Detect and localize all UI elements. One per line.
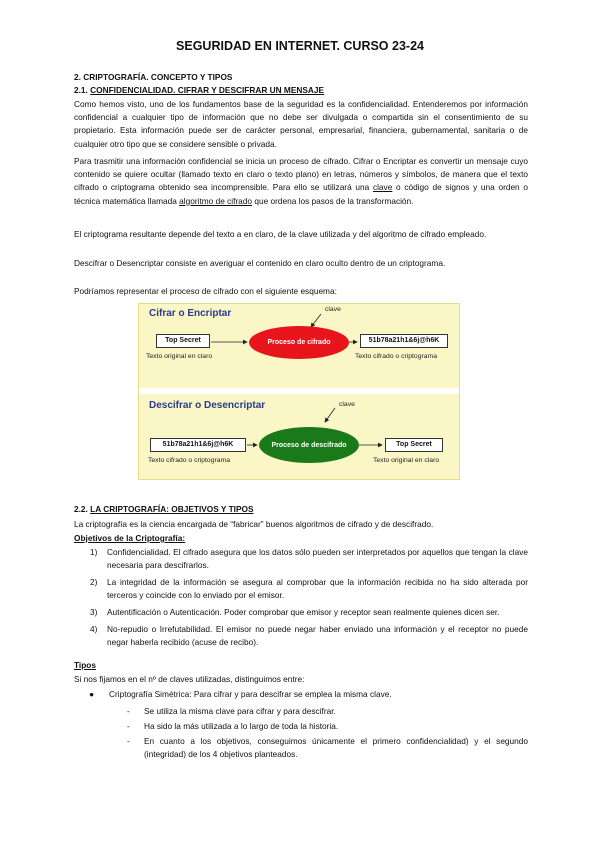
tipos-heading: Tipos: [74, 660, 96, 670]
objetivos-list: [74, 546, 528, 653]
clave-label-top: clave: [325, 306, 341, 313]
section-2-2-heading: [74, 503, 528, 516]
paragraph-criptograma: El criptograma resultante depende del texto a en claro, de la clave utilizada y del algoritmo de cifrado empleado.: [74, 229, 487, 239]
proceso-descifrado-label: Proceso de descifrado: [271, 441, 347, 449]
objetivo-item: [74, 546, 528, 572]
texto-cifrado-caption: Texto cifrado o criptograma: [355, 353, 437, 360]
paragraph-descifrar: Descifrar o Desencriptar consiste en averiguar el contenido en claro oculto dentro de un criptograma.: [74, 258, 446, 268]
bullet-dot-icon: ●: [89, 689, 95, 699]
objetivo-item: [74, 623, 528, 649]
arrow-clave-cifrado: [311, 314, 321, 327]
paragraph-cifrado: [74, 155, 528, 208]
section-2-2-number: 2.2.: [74, 504, 88, 514]
sub-item: [74, 735, 528, 761]
cipher-text-box: 51b78a21h1&6j@h6K: [360, 334, 448, 348]
section-2-2-title: LA CRIPTOGRAFÍA: OBJETIVOS Y TIPOS: [90, 504, 254, 514]
sub-item: [74, 720, 528, 733]
cipher-text-box-2: 51b78a21h1&6j@h6K: [150, 438, 246, 452]
clave-label-bottom: clave: [339, 401, 355, 408]
p2-clave: clave: [372, 182, 393, 193]
descifrar-title: Descifrar o Desencriptar: [149, 400, 266, 411]
proceso-cifrado-label: Proceso de cifrado: [267, 339, 331, 346]
proceso-cifrado-ellipse: [249, 326, 349, 359]
objetivo-num: 4): [90, 624, 98, 634]
cipher-diagram: [138, 303, 460, 480]
p2-text-b: o código de signos y una orden o técnica matemática llamada: [74, 182, 528, 206]
texto-original-caption-2: Texto original en claro: [373, 457, 440, 464]
objetivo-item: [74, 606, 528, 619]
objetivo-item: [74, 576, 528, 602]
objetivo-text: La integridad de la información se asegura al comprobar que la información recibida no ha sido alterada por terceros y coincide con lo enviado por el emisor.: [107, 577, 528, 600]
texto-cifrado-caption-2: Texto cifrado o criptograma: [148, 457, 230, 464]
section-2-1-heading: [74, 84, 528, 97]
objetivo-num: 1): [90, 547, 98, 557]
bullet-simetrica: [74, 688, 528, 701]
dash-icon: -: [127, 721, 130, 731]
sub-item: [74, 705, 528, 718]
paragraph-criptografia-def: La criptografía es la ciencia encargada de “fabricar” buenos algoritmos de cifrado y de descifrado.: [74, 519, 434, 529]
objetivo-text: Autentificación o Autenticación. Poder comprobar que emisor y receptor sean realmente quienes dicen ser.: [107, 607, 500, 617]
p2-text-c: que ordena los pasos de la transformación.: [254, 195, 414, 206]
dash-icon: -: [127, 736, 130, 746]
top-secret-box-2: Top Secret: [385, 438, 443, 452]
objetivo-text: No-repudio o Irrefutabilidad. El emisor no puede negar haber enviado una información y el receptor no puede negar haberla recibido (acuse de recibo).: [107, 624, 528, 647]
bullet-simetrica-text: Criptografía Simétrica: Para cifrar y para descifrar se emplea la misma clave.: [109, 689, 392, 699]
texto-original-caption: Texto original en claro: [146, 353, 213, 360]
paragraph-esquema-intro: Podríamos representar el proceso de cifrado con el siguiente esquema:: [74, 286, 337, 296]
objetivo-num: 3): [90, 607, 98, 617]
dash-icon: -: [127, 706, 130, 716]
p2-algoritmo: algoritmo de cifrado: [179, 195, 253, 206]
top-secret-box: Top Secret: [156, 334, 210, 348]
sub-item-text: En cuanto a los objetivos, conseguimos únicamente el primero confidencialidad) y el segundo (integridad) de los 4 objetivos planteados.: [144, 736, 528, 759]
arrow-clave-descifrado: [325, 408, 335, 422]
sub-item-text: Ha sido la más utilizada a lo largo de toda la historia.: [144, 721, 339, 731]
section-2-1-title: CONFIDENCIALIDAD. CIFRAR Y DESCIFRAR UN MENSAJE: [90, 85, 325, 95]
proceso-descifrado-ellipse: [259, 427, 359, 463]
page-title: SEGURIDAD EN INTERNET. CURSO 23-24: [176, 39, 424, 53]
tipos-list: [74, 688, 528, 763]
section-2-heading: 2. CRIPTOGRAFÍA. CONCEPTO Y TIPOS: [74, 72, 233, 82]
objetivo-text: Confidencialidad. El cifrado asegura que los datos sólo pueden ser interpretados por aquellos que tengan la clave necesaria para descifrarlos.: [107, 547, 528, 570]
paragraph-confidencialidad: Como hemos visto, uno de los fundamentos base de la seguridad es la confidencialidad. Entenderemos por información confidencial a cualquier tipo de información que no debe ser divulgada o compartida sin el consentimiento de su propietario. Esta información puede ser de carácter personal, empresarial, financiera, gubernamental, sanitaria o de cualquier otro tipo que se considere sensible o privada.: [74, 99, 528, 149]
section-2-1-number: 2.1.: [74, 85, 88, 95]
cifrar-title: Cifrar o Encriptar: [149, 308, 232, 319]
objetivo-num: 2): [90, 577, 98, 587]
objetivos-heading: Objetivos de la Criptografía:: [74, 533, 186, 543]
tipos-intro: Si nos fijamos en el nº de claves utilizadas, distinguimos entre:: [74, 674, 305, 684]
sub-item-text: Se utiliza la misma clave para cifrar y para descifrar.: [144, 706, 336, 716]
simetrica-sublist: [74, 705, 528, 761]
p2-text-a: Para trasmitir una información confidencial se inicia un proceso de cifrado. Cifrar o Encriptar es convertir un mensaje cuyo contenido se quiere ocultar (llamado texto en claro o texto plano) en letras, números y símbolos, de manera que el texto cifrado o criptograma obtenido sea incomprensible. Para ello se utilizará una: [74, 156, 528, 193]
